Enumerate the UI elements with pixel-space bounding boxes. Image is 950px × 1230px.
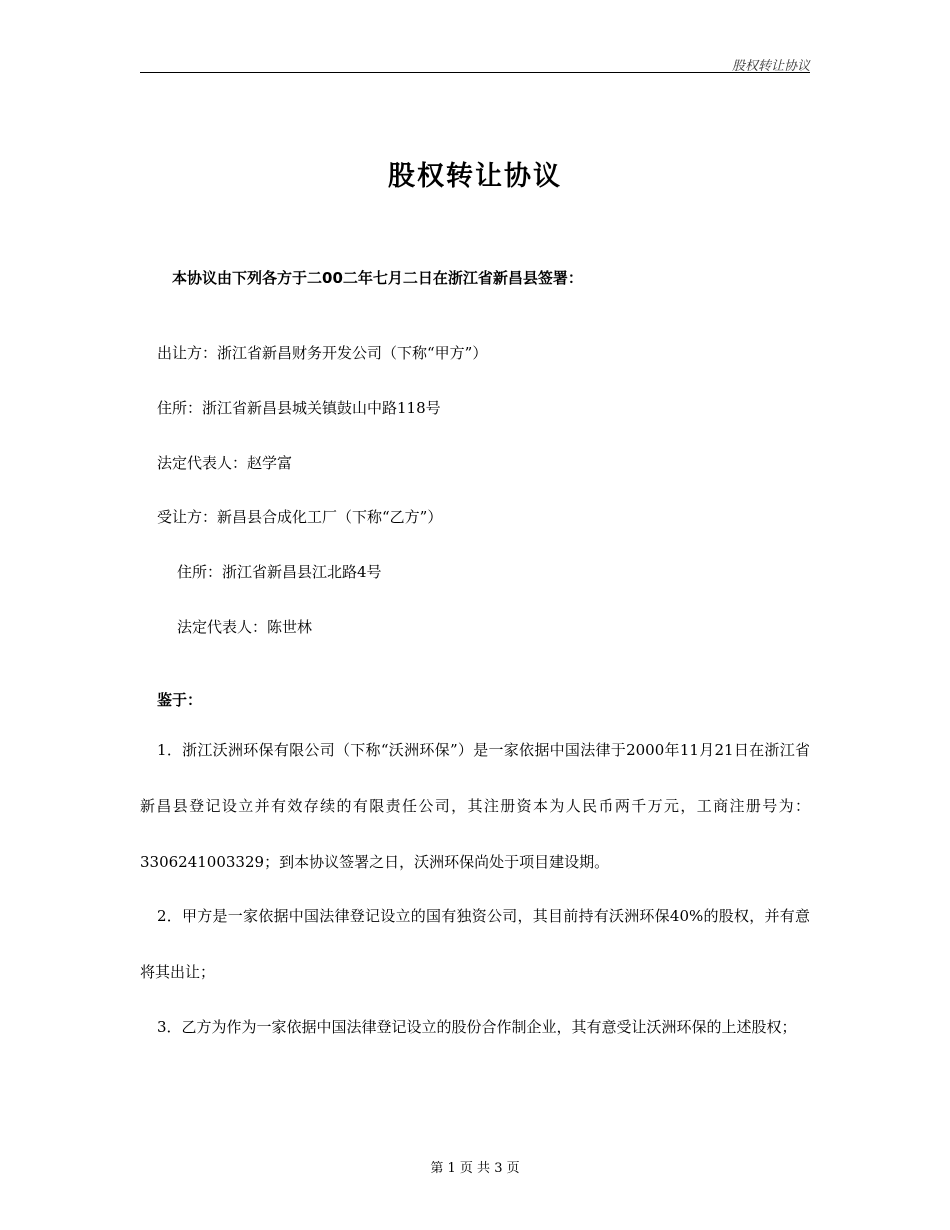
whereas-item-2: 2．甲方是一家依据中国法律登记设立的国有独资公司，其目前持有沃洲环保40%的股权，并有意将其出让； — [140, 907, 810, 981]
intro-statement: 本协议由下列各方于二00二年七月二日在浙江省新昌县签署： — [172, 269, 583, 287]
transferee-line: 受让方：新昌县合成化工厂（下称“乙方”） — [157, 508, 443, 526]
document-title: 股权转让协议 — [388, 161, 562, 192]
transferor-line: 出让方：浙江省新昌财务开发公司（下称“甲方”） — [157, 344, 488, 362]
page-footer: 第 1 页 共 3 页 — [430, 1161, 520, 1176]
whereas-item-1: 1．浙江沃洲环保有限公司（下称“沃洲环保”）是一家依据中国法律于2000年11月21日在浙江省新昌县登记设立并有效存续的有限责任公司，其注册资本为人民币两千万元，工商注册号为：3306241003329；到本协议签署之日，沃洲环保尚处于项目建设期。 — [140, 741, 810, 871]
header-rule — [140, 72, 810, 73]
transferee-address: 住所：浙江省新昌县江北路4号 — [177, 563, 382, 581]
transferee-representative: 法定代表人：陈世林 — [177, 618, 313, 636]
whereas-heading: 鉴于： — [157, 691, 203, 709]
transferor-representative: 法定代表人：赵学富 — [157, 454, 293, 472]
running-header: 股权转让协议 — [731, 59, 810, 74]
whereas-item-3: 3．乙方为作为一家依据中国法律登记设立的股份合作制企业，其有意受让沃洲环保的上述股权； — [157, 1018, 797, 1036]
transferor-address: 住所：浙江省新昌县城关镇鼓山中路118号 — [157, 399, 441, 417]
